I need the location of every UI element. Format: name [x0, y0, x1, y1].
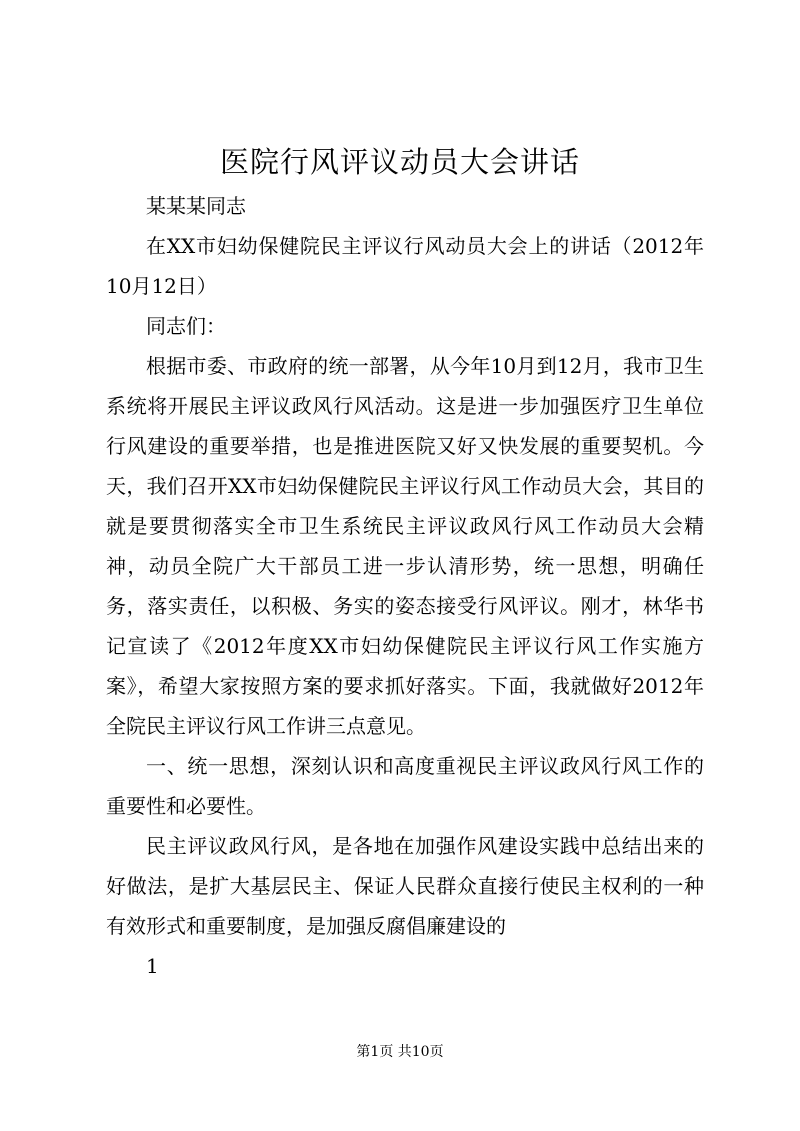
body-paragraph-section-one: 民主评议政风行风，是各地在加强作风建设实践中总结出来的好做法，是扩大基层民主、保证人民群众直接行使民主权利的一种有效形式和重要制度，是加强反腐倡廉建设的 [106, 834, 704, 938]
page-footer: 第1页 共10页 [356, 1044, 444, 1060]
speech-subtitle: 在XX市妇幼保健院民主评议行风动员大会上的讲话（2012年10月12日） [106, 234, 704, 298]
salutation-author: 某某某同志 [146, 194, 246, 218]
document-title: 医院行风评议动员大会讲话 [219, 145, 580, 179]
section-heading-one: 一、统一思想，深刻认识和高度重视民主评议政风行风工作的重要性和必要性。 [106, 754, 704, 818]
body-paragraph-intro: 根据市委、市政府的统一部署，从今年10月到12月，我市卫生系统将开展民主评议政风行风活动。这是进一步加强医疗卫生单位行风建设的重要举措，也是推进医院又好又快发展的重要契机。今天，我们召开XX市妇幼保健院民主评议行风工作动员大会，其目的就是要贯彻落实全市卫生系统民主评议政风行风工作动员大会精神，动员全院广大干部员工进一步认清形势，统一思想，明确任务，落实责任，以积极、务实的姿态接受行风评议。刚才，林华书记宣读了《2012年度XX市妇幼保健院民主评议行风工作实施方案》，希望大家按照方案的要求抓好落实。下面，我就做好2012年全院民主评议行风工作讲三点意见。 [106, 354, 704, 738]
inline-page-number: 1 [146, 954, 159, 978]
document-body [106, 186, 704, 986]
greeting: 同志们： [146, 314, 226, 338]
